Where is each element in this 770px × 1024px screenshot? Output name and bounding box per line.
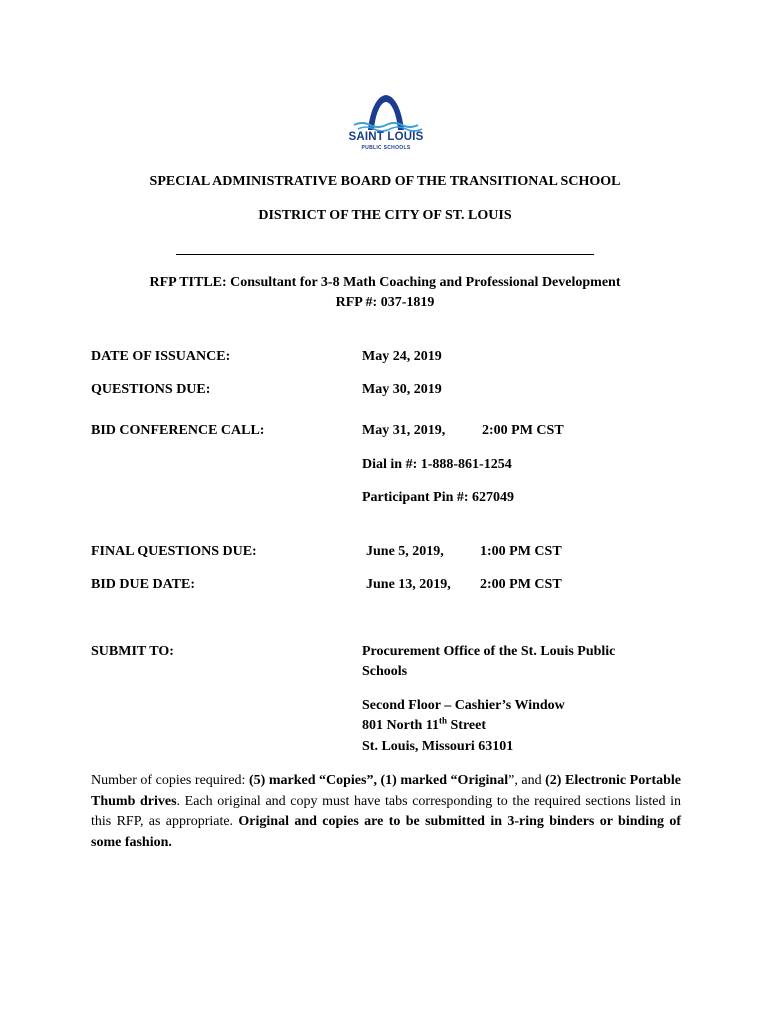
logo-brand-name: SAINT LOUIS — [348, 131, 424, 143]
instr-bold-3: Original and copies are to be submitted in 3-ring binders or binding of some fashion. — [91, 814, 681, 850]
instr-text-2: ”, and — [508, 773, 546, 788]
instr-bold-2: (2) Electronic Portable Thumb drives — [91, 773, 681, 809]
board-title-line1: SPECIAL ADMINISTRATIVE BOARD OF THE TRANSITIONAL SCHOOL — [149, 174, 621, 189]
gateway-arch-icon — [340, 92, 432, 132]
submit-office-line1: Procurement Office of the St. Louis Public — [362, 644, 616, 659]
instr-text-1: Number of copies required: — [91, 773, 249, 788]
submit-office-line2: Schools — [362, 664, 408, 679]
questions-due-date: May 30, 2019 — [362, 382, 442, 397]
bid-due-label: BID DUE DATE: — [91, 577, 195, 592]
dial-in-number: Dial in #: 1-888-861-1254 — [362, 457, 512, 472]
bid-conference-time: 2:00 PM CST — [482, 423, 564, 438]
header-divider — [176, 254, 594, 255]
submit-city: St. Louis, Missouri 63101 — [362, 739, 514, 754]
bid-conference-date: May 31, 2019, — [362, 423, 446, 438]
final-questions-date: June 5, 2019, — [366, 544, 444, 559]
issuance-date: May 24, 2019 — [362, 349, 442, 364]
submit-to-label: SUBMIT TO: — [91, 644, 174, 659]
street-suffix: Street — [447, 718, 487, 733]
rfp-number: RFP #: 037-1819 — [335, 295, 435, 310]
bid-conference-label: BID CONFERENCE CALL: — [91, 423, 265, 438]
rfp-title: RFP TITLE: Consultant for 3-8 Math Coaching and Professional Development — [149, 275, 621, 290]
logo-subtitle: PUBLIC SCHOOLS — [361, 145, 411, 151]
board-title-line2: DISTRICT OF THE CITY OF ST. LOUIS — [258, 208, 512, 223]
submit-street — [362, 717, 486, 735]
street-ordinal: th — [439, 715, 448, 726]
issuance-label: DATE OF ISSUANCE: — [91, 349, 231, 364]
bid-due-time: 2:00 PM CST — [480, 577, 562, 592]
instr-text-3: . Each original and copy must have tabs corresponding to the required sections listed in this RFP, as appropriate. — [91, 793, 681, 829]
instr-bold-1: (5) marked “Copies”, (1) marked “Original — [248, 773, 509, 788]
bid-due-date: June 13, 2019, — [366, 577, 451, 592]
final-questions-time: 1:00 PM CST — [480, 544, 562, 559]
final-questions-label: FINAL QUESTIONS DUE: — [91, 544, 257, 559]
saint-louis-public-schools-logo — [340, 92, 432, 156]
questions-due-label: QUESTIONS DUE: — [91, 382, 211, 397]
submit-floor: Second Floor – Cashier’s Window — [362, 698, 565, 713]
copies-instructions — [91, 771, 681, 853]
street-number: 801 North 11 — [362, 718, 439, 733]
participant-pin: Participant Pin #: 627049 — [362, 490, 515, 505]
